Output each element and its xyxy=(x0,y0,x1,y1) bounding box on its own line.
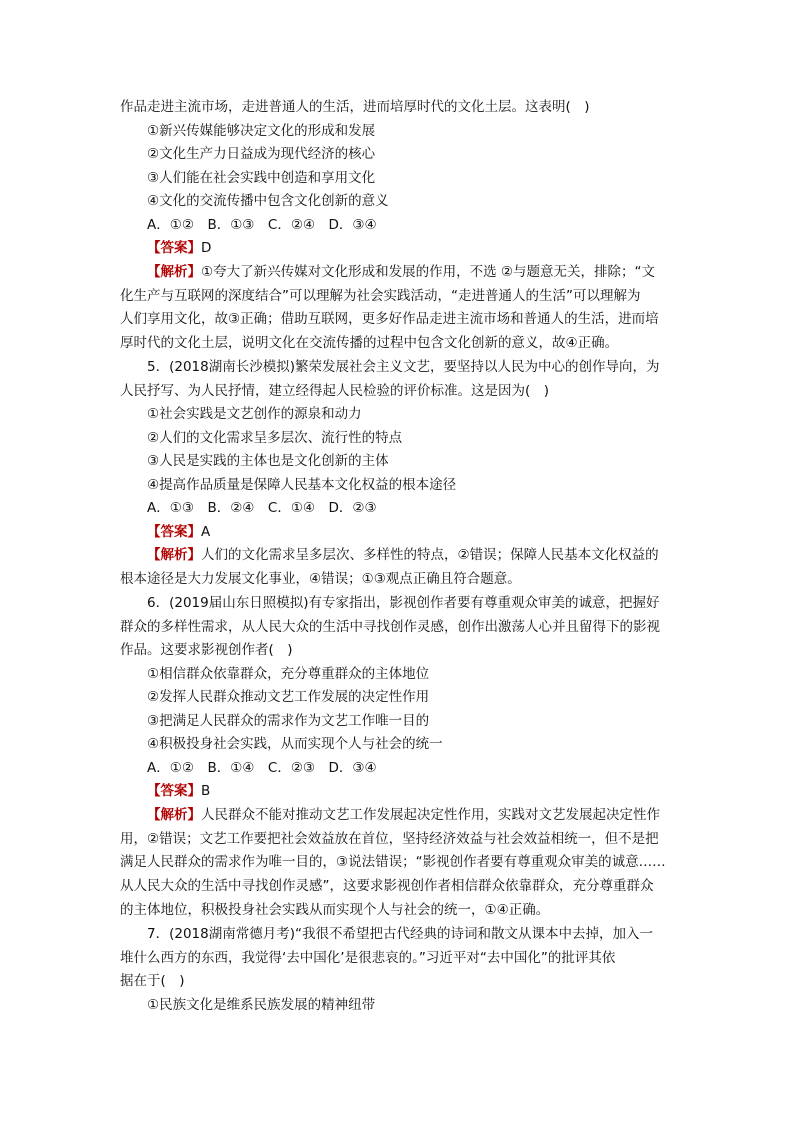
choices-line: A．①② B．①④ C．②③ D．③④ xyxy=(147,760,377,776)
answer-line xyxy=(147,236,680,260)
analysis-line xyxy=(147,543,680,567)
text-line: 满足人民群众的需求作为唯一目的，③说法错误；“影视创作者要有尊重观众审美的诚意…… xyxy=(120,854,666,870)
text-line: 据在于( ) xyxy=(120,973,185,989)
option-line: ②发挥人民群众推动文艺工作发展的决定性作用 xyxy=(147,689,430,705)
analysis-tag: 【解析】 xyxy=(147,264,201,280)
answer-line xyxy=(147,779,680,803)
answer-line xyxy=(147,520,680,544)
option-line: ③人民是实践的主体也是文化创新的主体 xyxy=(147,453,389,469)
option-line: ②人们的文化需求呈多层次、流行性的特点 xyxy=(147,430,403,446)
option-line: ④文化的交流传播中包含文化创新的意义 xyxy=(147,193,389,209)
text-line: 人们享用文化，故③正确；借助互联网，更多好作品走进主流市场和普通人的生活，进而培 xyxy=(120,311,659,327)
analysis-line xyxy=(147,803,680,827)
text-line: 化生产与互联网的深度结合”可以理解为社会实践活动，“走进普通人的生活”可以理解为 xyxy=(120,288,641,304)
analysis-line xyxy=(147,260,680,284)
option-line: ④积极投身社会实践，从而实现个人与社会的统一 xyxy=(147,736,443,752)
question-line: 7．(2018湖南常德月考)“我很不希望把古代经典的诗词和散文从课本中去掉，加入一 xyxy=(147,926,653,942)
question-line: 6．(2019届山东日照模拟)有专家指出，影视创作者要有尊重观众审美的诚意，把握好 xyxy=(147,595,660,611)
analysis-text: ①夸大了新兴传媒对文化形成和发展的作用，不选 ②与题意无关，排除；“文 xyxy=(201,264,655,280)
option-line: ①相信群众依靠群众，充分尊重群众的主体地位 xyxy=(147,666,430,682)
answer-value: A xyxy=(201,524,211,540)
option-line: ③把满足人民群众的需求作为文艺工作唯一目的 xyxy=(147,713,430,729)
answer-tag: 【答案】 xyxy=(147,783,201,799)
text-line: 根本途径是大力发展文化事业，④错误；①③观点正确且符合题意。 xyxy=(120,571,521,587)
option-line: ①民族文化是维系民族发展的精神纽带 xyxy=(147,997,376,1013)
text-line: 用，②错误；文艺工作要把社会效益放在首位，坚持经济效益与社会效益相统一，但不是把 xyxy=(120,831,659,847)
analysis-tag: 【解析】 xyxy=(147,807,201,823)
answer-value: D xyxy=(201,240,212,256)
text-line: 作品走进主流市场，走进普通人的生活，进而培厚时代的文化土层。这表明( ) xyxy=(120,99,590,115)
text-line: 堆什么西方的东西，我觉得‘去中国化’是很悲哀的。”习近平对“去中国化”的批评其依 xyxy=(120,950,616,966)
choices-line: A．①③ B．②④ C．①④ D．②③ xyxy=(147,500,377,516)
question-line: 5．(2018湖南长沙模拟)繁荣发展社会主义文艺，要坚持以人民为中心的创作导向，为 xyxy=(147,359,660,375)
text-line: 作品。这要求影视创作者( ) xyxy=(120,642,293,658)
option-line: ③人们能在社会实践中创造和享用文化 xyxy=(147,170,376,186)
option-line: ①新兴传媒能够决定文化的形成和发展 xyxy=(147,123,376,139)
text-line: 人民抒写、为人民抒情，建立经得起人民检验的评价标准。这是因为( ) xyxy=(120,383,550,399)
answer-value: B xyxy=(201,783,211,799)
choices-line: A．①② B．①③ C．②④ D．③④ xyxy=(147,217,377,233)
analysis-text: 人们的文化需求呈多层次、多样性的特点，②错误；保障人民基本文化权益的 xyxy=(201,547,659,563)
answer-tag: 【答案】 xyxy=(147,240,201,256)
text-line: 的主体地位，积极投身社会实践从而实现个人与社会的统一，①④正确。 xyxy=(120,902,550,918)
option-line: ①社会实践是文艺创作的源泉和动力 xyxy=(147,406,362,422)
answer-tag: 【答案】 xyxy=(147,524,201,540)
text-line: 从人民大众的生活中寻找创作灵感”，这要求影视创作者相信群众依靠群众，充分尊重群众 xyxy=(120,878,654,894)
analysis-tag: 【解析】 xyxy=(147,547,201,563)
analysis-text: 人民群众不能对推动文艺工作发展起决定性作用，实践对文艺发展起决定性作 xyxy=(201,807,660,823)
text-line: 厚时代的文化土层，说明文化在交流传播的过程中包含文化创新的意义，故④正确。 xyxy=(120,335,619,351)
option-line: ④提高作品质量是保障人民基本文化权益的根本途径 xyxy=(147,477,457,493)
option-line: ②文化生产力日益成为现代经济的核心 xyxy=(147,146,376,162)
text-line: 群众的多样性需求，从人民大众的生活中寻找创作灵感，创作出激荡人心并且留得下的影视 xyxy=(120,619,660,635)
